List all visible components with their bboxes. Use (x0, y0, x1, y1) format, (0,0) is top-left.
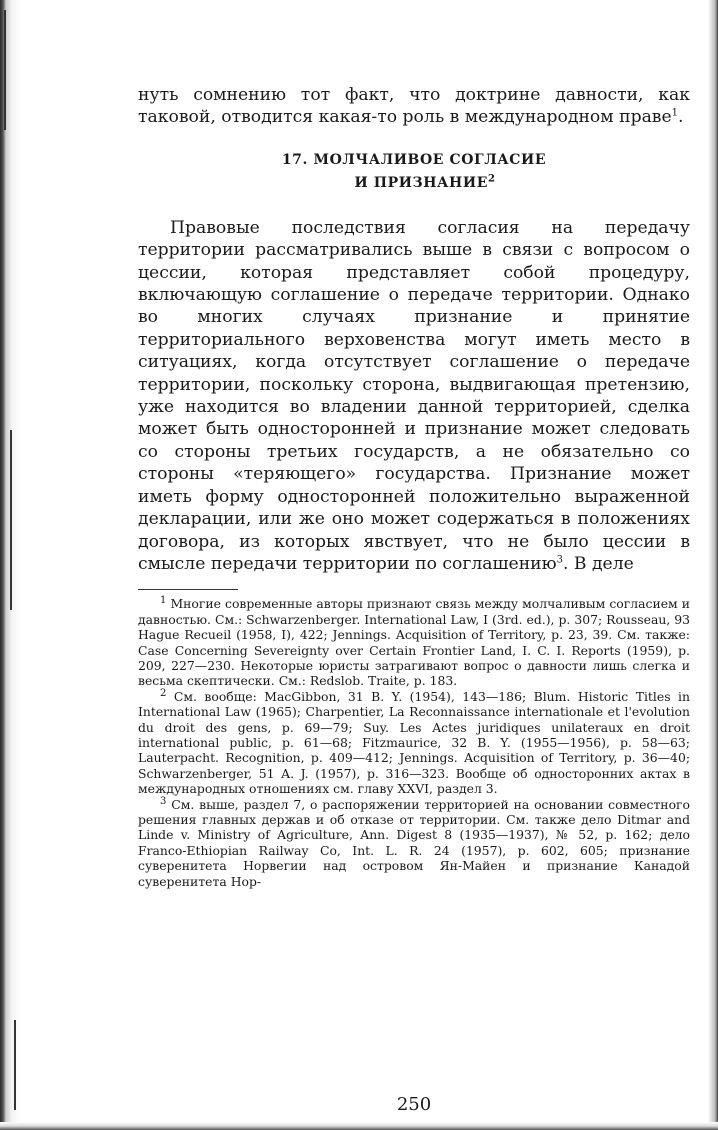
opening-paragraph: нуть сомнению тот факт, что доктрине давности, как таковой, отводится какая-то роль в международном праве$^1$. (138, 85, 690, 128)
footnotes (138, 596, 690, 889)
footnote: $^3$ См. выше, раздел 7, о распоряжении территорией на основании совместного решения главных держав и об отказе от территории. См. также дело Ditmar and Linde v. Ministry of Agriculture, Ann. Digest 8 (1935—1937), № 52, p. 162; дело Franco-Ethiopian Railway Co, Int. L. R. 24 (1957), p. 602, 605; признание суверенитета Норвегии над островом Ян-Майен и признание Канадой суверенитета Нор- (138, 795, 690, 889)
footnote-ref-3: 3 (556, 554, 563, 566)
page-number: 250 (396, 1094, 432, 1115)
book-page (138, 84, 690, 1115)
scan-shadow-bottom (0, 1122, 718, 1130)
section-heading (138, 149, 690, 195)
main-paragraph: Правовые последствия согласия на передачу территории рассматривались выше в связи с вопросом о цессии, которая представляет собой процедуру, включающую соглашение о передаче территории. Однако во многих случаях признание и принятие территориального верховенства могут иметь место в ситуациях, когда отсутствует соглашение о передаче территории, поскольку сторона, выдвигающая претензию, уже находится во владении данной территорией, сделка может быть односторонней и признание может следовать со стороны третьих государств, а не обязательно со стороны «теряющего» государства. Признание может иметь форму односторонней положительно выраженной декларации, или же оно может содержаться в положениях договора, из которых явствует, что не было цессии в смысле передачи территории по соглашению$^3$. В деле (138, 217, 690, 574)
scan-shadow-left (0, 0, 22, 1130)
footnote-ref-2: 2 (487, 173, 496, 185)
footnote-divider (138, 589, 238, 590)
footnote-ref-1: 1 (671, 107, 679, 119)
scan-shadow-right (708, 0, 718, 1130)
footnote: $^2$ См. вообще: MacGibbon, 31 B. Y. (1954), 143—186; Blum. Historic Titles in International Law (1965); Charpentier, La Reconnaissance internationale et l'evolution du droit des gens, p. 69—79; Suy. Les Actes juridiques unilateraux en droit international public, p. 61—68; Fitzmaurice, 32 B. Y. (1955—1956), p. 58—63; Lauterpacht. Recognition, p. 409—412; Jennings. Acquisition of Territory, p. 36—40; Schwarzenberger, 51 A. J. (1957), p. 316—323. Вообще об односторонних актах в международных отношениях см. главу XXVI, раздел 3. (138, 687, 690, 797)
heading-line-2: И ПРИЗНАНИЕ$^2$ (354, 173, 496, 191)
heading-line-1: 17. МОЛЧАЛИВОЕ СОГЛАСИЕ (281, 151, 547, 168)
footnote: $^1$ Многие современные авторы признают связь между молчаливым согласием и давностью. См.: Schwarzenberger. International Law, I (3rd. ed.), p. 307; Rousseau, 93 Hague Recueil (1958, I), 422; Jennings. Acquisition of Territory, p. 23, 39. См. также: Case Concerning Severeignty over Certain Frontier Land, I. C. I. Reports (1959), p. 209, 227—230. Некоторые юристы затрагивают вопрос о давности лишь слегка и весьма скептически. См.: Redslob. Traite, p. 183. (138, 595, 690, 689)
